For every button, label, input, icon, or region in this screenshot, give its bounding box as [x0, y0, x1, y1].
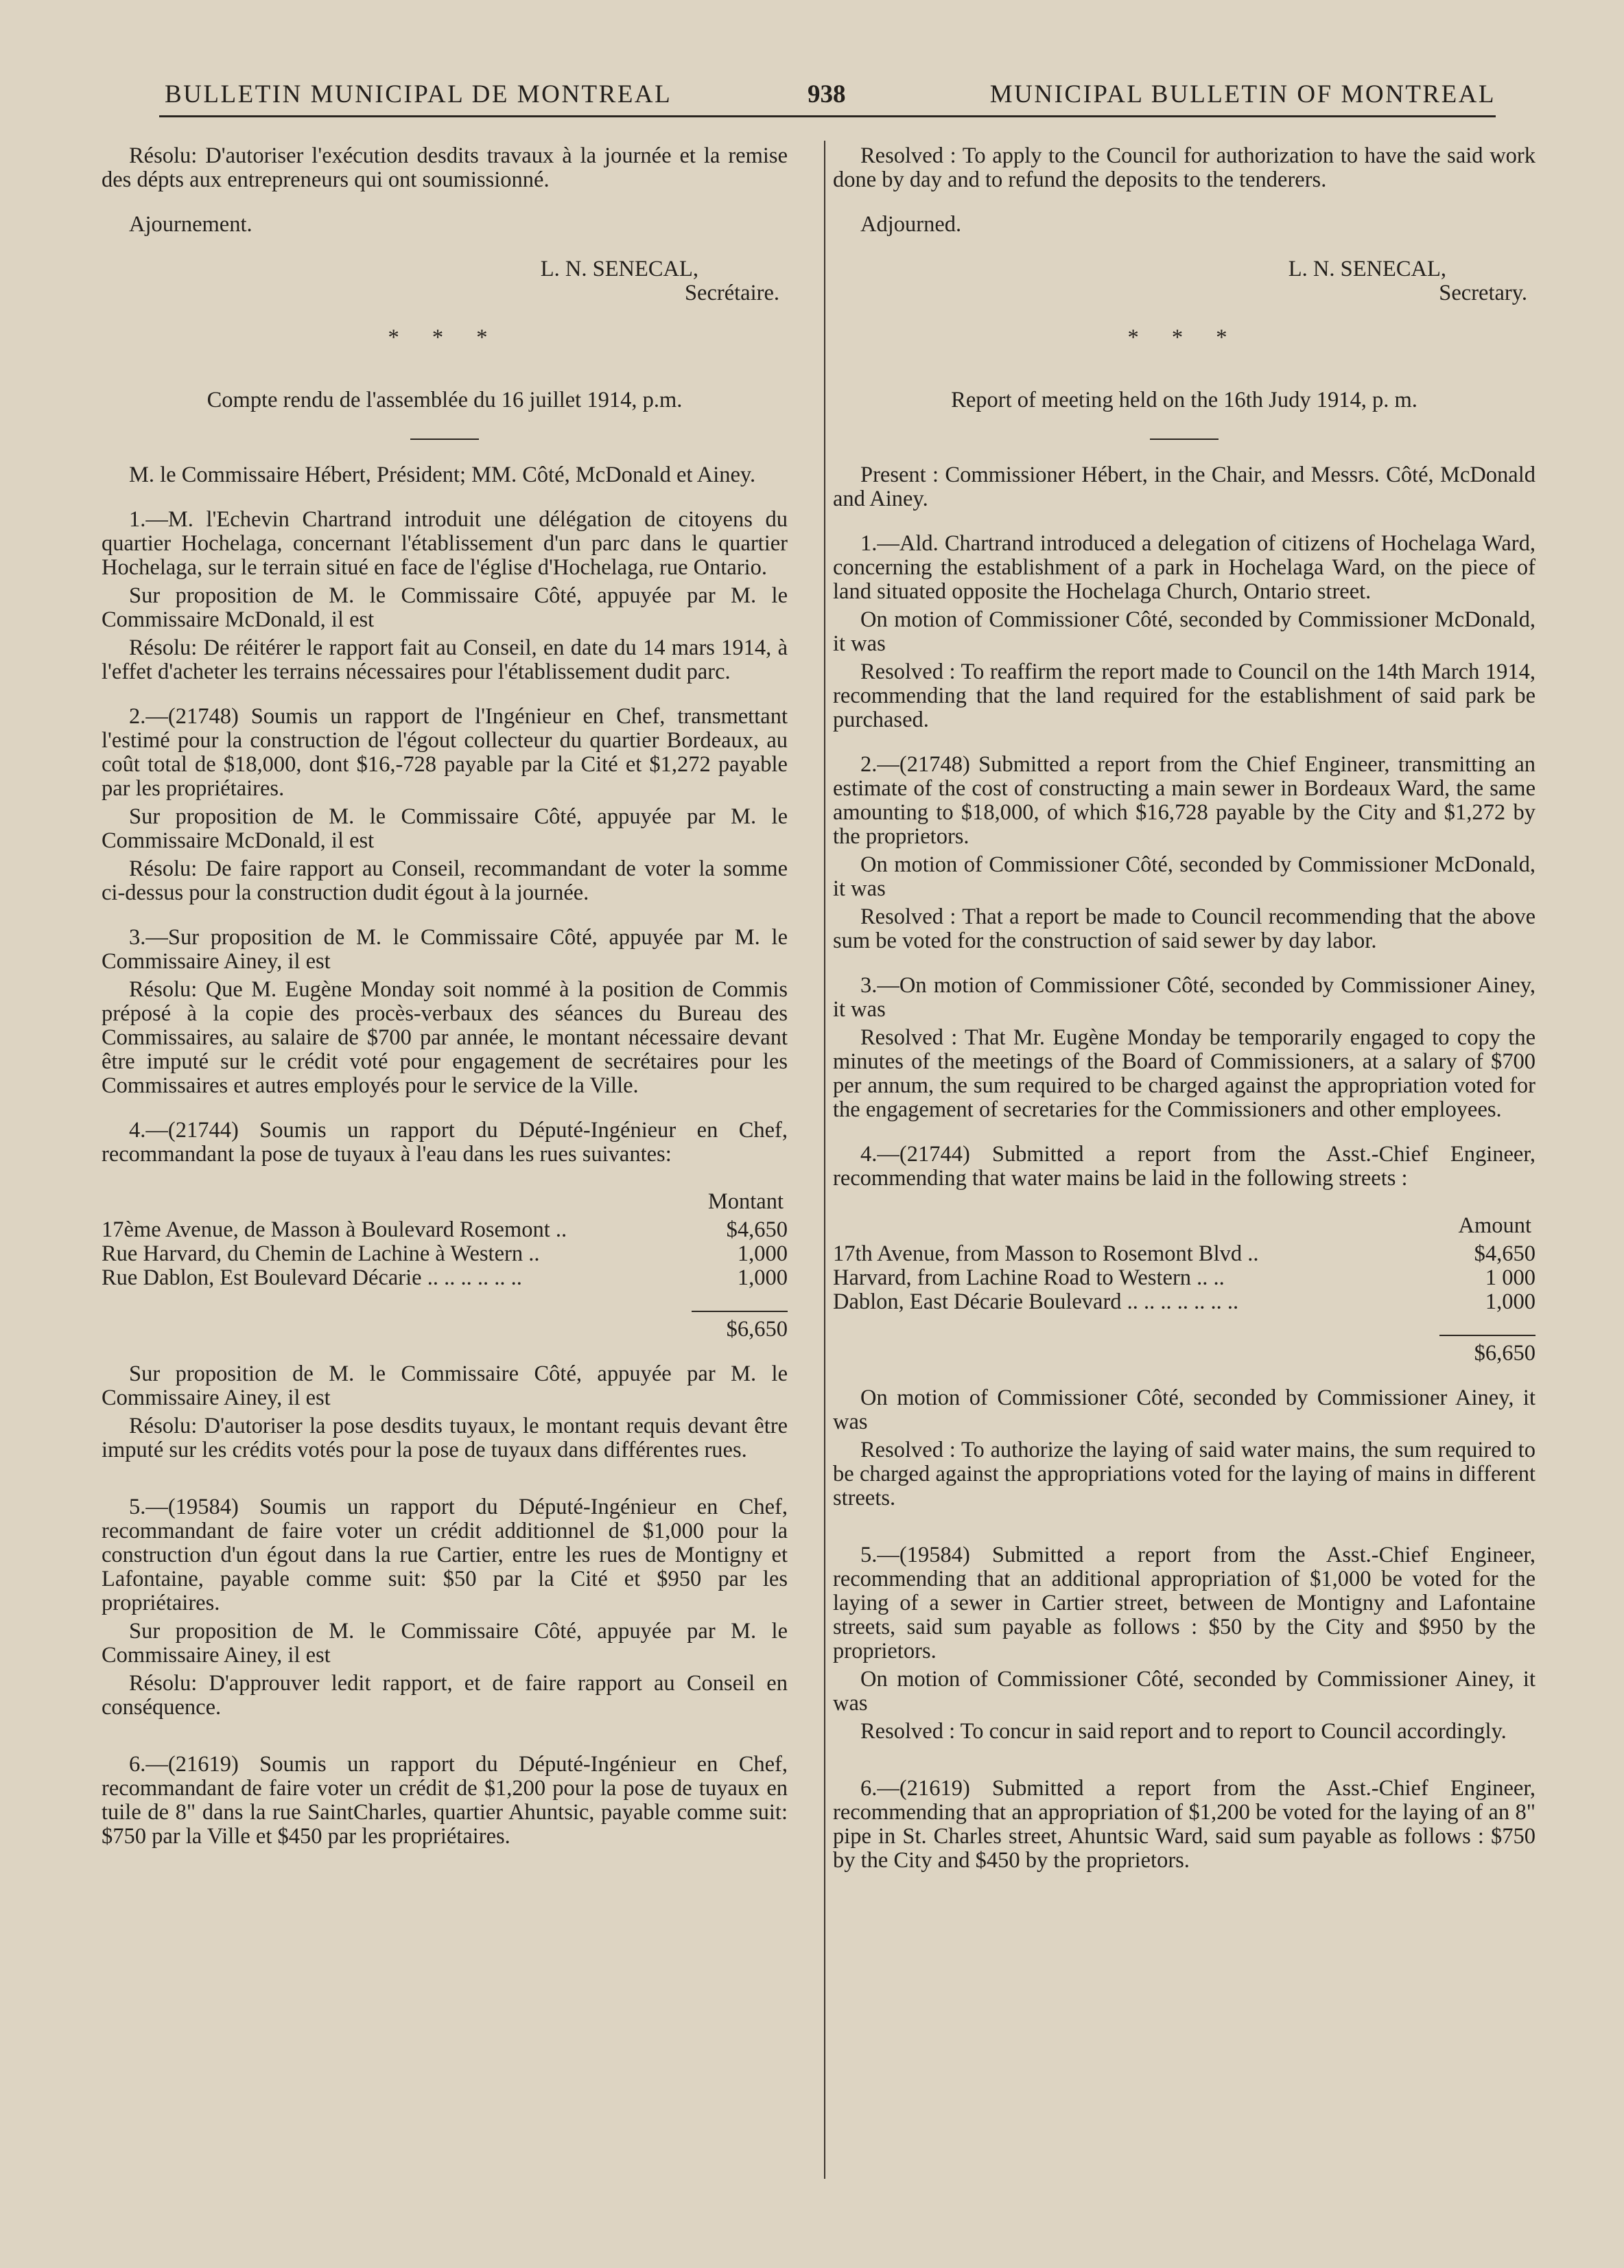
item-1-text: 1.—M. l'Echevin Chartrand introduit une délégation de citoyens du quartier Hochelaga, concernant l'établissement d'un parc dans le quartier Hochelaga, sur le terrain situé en face de l'église d'Hochelaga, rue Ontario.: [102, 507, 788, 580]
paragraph: Resolved : To apply to the Council for authorization to have the said work done by day and to refund the deposits to the tenderers.: [833, 143, 1535, 192]
attendance: M. le Commissaire Hébert, Président; MM. Côté, McDonald et Ainey.: [129, 463, 756, 487]
amount-row: [102, 1218, 788, 1242]
street-amount: 1,000: [737, 1241, 788, 1266]
item-4-resolution: Resolved : To authorize the laying of said water mains, the sum required to be charged against the appropriations voted for the laying of mains in different streets.: [833, 1438, 1535, 1510]
report-title: Compte rendu de l'assemblée du 16 juillet 1914, p.m.: [207, 388, 683, 412]
column-divider: [824, 141, 825, 2179]
amount-total: $6,650: [1474, 1341, 1535, 1366]
item-5-resolution: Resolved : To concur in said report and to report to Council accordingly.: [860, 1719, 1507, 1744]
item-1-motion: On motion of Commissioner Côté, seconded by Commissioner McDonald, it was: [833, 607, 1535, 656]
street-amount: 1,000: [1485, 1289, 1535, 1314]
page-number: 938: [808, 80, 846, 108]
street-name: 17th Avenue, from Masson to Rosemont Blvd ..: [833, 1241, 1259, 1266]
english-column: [833, 144, 1535, 1873]
item-3-motion: 3.—On motion of Commissioner Côté, seconded by Commissioner Ainey, it was: [833, 973, 1535, 1022]
item-5-motion: Sur proposition de M. le Commissaire Côté, appuyée par M. le Commissaire Ainey, il est: [102, 1619, 788, 1668]
item-1-resolution: Résolu: De réitérer le rapport fait au Conseil, en date du 14 mars 1914, à l'effet d'acheter les terrains nécessaires pour l'établissement dudit parc.: [102, 635, 788, 684]
amount-header: Amount: [1458, 1213, 1531, 1238]
amount-row: [833, 1266, 1535, 1290]
header-rule: [159, 115, 1496, 117]
section-separator: * * *: [1127, 325, 1241, 350]
header-title-en: MUNICIPAL BULLETIN OF MONTREAL: [989, 80, 1496, 108]
amount-row: [833, 1242, 1535, 1266]
amount-header: Montant: [707, 1189, 784, 1214]
item-5-motion: On motion of Commissioner Côté, seconded by Commissioner Ainey, it was: [833, 1667, 1535, 1716]
adjournment: Adjourned.: [860, 212, 962, 237]
street-name: Rue Harvard, du Chemin de Lachine à Western ..: [102, 1241, 540, 1266]
item-4-motion: Sur proposition de M. le Commissaire Côté, appuyée par M. le Commissaire Ainey, il est: [102, 1361, 788, 1410]
item-3-motion: 3.—Sur proposition de M. le Commissaire Côté, appuyée par M. le Commissaire Ainey, il est: [102, 925, 788, 974]
street-amount: 1,000: [737, 1265, 788, 1290]
item-4-text: 4.—(21744) Soumis un rapport du Député-Ingénieur en Chef, recommandant la pose de tuyaux à l'eau dans les rues suivantes:: [102, 1118, 788, 1167]
short-rule: [410, 439, 479, 440]
item-2-motion: On motion of Commissioner Côté, seconded by Commissioner McDonald, it was: [833, 852, 1535, 901]
item-4-text: 4.—(21744) Submitted a report from the Asst.-Chief Engineer, recommending that water mains be laid in the following streets :: [833, 1142, 1535, 1191]
item-2-motion: Sur proposition de M. le Commissaire Côté, appuyée par M. le Commissaire McDonald, il est: [102, 804, 788, 853]
item-5-text: 5.—(19584) Soumis un rapport du Député-Ingénieur en Chef, recommandant de faire voter un crédit additionnel de $1,000 pour la construction d'un égout dans la rue Cartier, entre les rues de Montigny et Lafontaine, payable comme suit: $50 par la Cité et $950 par les propriétaires.: [102, 1495, 788, 1615]
item-2-resolution: Résolu: De faire rapport au Conseil, recommandant de voter la somme ci-dessus pour la construction dudit égout à la journée.: [102, 856, 788, 905]
adjournment: Ajournement.: [129, 212, 252, 237]
signature-name: L. N. SENECAL,: [540, 257, 698, 281]
total-rule: [1439, 1335, 1535, 1336]
total-rule: [692, 1311, 788, 1312]
signature-block: [833, 257, 1535, 305]
item-5-text: 5.—(19584) Submitted a report from the Asst.-Chief Engineer, recommending that an additional appropriation of $1,000 be voted for the laying of a sewer in Cartier street, between de Montigny and Lafontaine streets, said sum payable as follows : $50 by the City and $950 by the proprietors.: [833, 1543, 1535, 1663]
street-amount: 1 000: [1485, 1265, 1535, 1290]
item-3-resolution: Résolu: Que M. Eugène Monday soit nommé à la position de Commis préposé à la copie des procès-verbaux des séances du Bureau des Commissaires, au salaire de $700 par année, le montant nécessaire devant être imputé sur le crédit voté pour engagement de secrétaires pour les Commissaires et autres employés pour le service de la Ville.: [102, 977, 788, 1098]
item-2-text: 2.—(21748) Soumis un rapport de l'Ingénieur en Chef, transmettant l'estimé pour la construction de l'égout collecteur du quartier Bordeaux, au coût total de $18,000, dont $16,-728 payable par la Cité et $1,272 payable par les propriétaires.: [102, 704, 788, 801]
paragraph: Résolu: D'autoriser l'exécution desdits travaux à la journée et la remise des dépts aux entrepreneurs qui ont soumissionné.: [102, 143, 788, 192]
street-name: Dablon, East Décarie Boulevard .. .. .. .. .. .. ..: [833, 1289, 1239, 1314]
item-6-text: 6.—(21619) Submitted a report from the Asst.-Chief Engineer, recommending that an appropriation of $1,200 be voted for the laying of an 8" pipe in St. Charles street, Ahuntsic Ward, said sum payable as follows : $750 by the City and $450 by the proprietors.: [833, 1776, 1535, 1873]
item-4-resolution: Résolu: D'autoriser la pose desdits tuyaux, le montant requis devant être imputé sur les crédits votés pour la pose de tuyaux dans différentes rues.: [102, 1414, 788, 1462]
item-1-text: 1.—Ald. Chartrand introduced a delegation of citizens of Hochelaga Ward, concerning the establishment of a park in Hochelaga Ward, on the piece of land situated opposite the Hochelaga Church, Ontario street.: [833, 531, 1535, 604]
amount-row: [102, 1266, 788, 1290]
item-4-motion: On motion of Commissioner Côté, seconded by Commissioner Ainey, it was: [833, 1386, 1535, 1434]
section-separator: * * *: [388, 325, 502, 350]
amount-row: [833, 1290, 1535, 1314]
report-title: Report of meeting held on the 16th Judy 1914, p. m.: [951, 388, 1417, 412]
header-title-fr: BULLETIN MUNICIPAL DE MONTREAL: [165, 80, 672, 108]
page-header: [159, 77, 1496, 118]
item-3-resolution: Resolved : That Mr. Eugène Monday be temporarily engaged to copy the minutes of the meetings of the Board of Commissioners, at a salary of $700 per annum, the sum required to be charged against the appropriation voted for the engagement of secretaries for the Commissioners and other employees.: [833, 1025, 1535, 1122]
item-1-resolution: Resolved : To reaffirm the report made to Council on the 14th March 1914, recommending that the land required for the establishment of said park be purchased.: [833, 659, 1535, 732]
street-amount: $4,650: [1474, 1241, 1535, 1266]
item-6-text: 6.—(21619) Soumis un rapport du Député-Ingénieur en Chef, recommandant de faire voter un crédit de $1,200 pour la pose de tuyaux en tuile de 8" dans la rue SaintCharles, quartier Ahuntsic, payable comme suit: $750 par la Ville et $450 par les propriétaires.: [102, 1752, 788, 1849]
signature-block: [102, 257, 788, 305]
item-1-motion: Sur proposition de M. le Commissaire Côté, appuyée par M. le Commissaire McDonald, il est: [102, 583, 788, 632]
signature-title: Secrétaire.: [684, 281, 779, 305]
amount-total: $6,650: [726, 1317, 788, 1342]
street-amount: $4,650: [726, 1217, 788, 1242]
amount-row: [102, 1242, 788, 1266]
short-rule: [1150, 439, 1219, 440]
street-name: Rue Dablon, Est Boulevard Décarie .. .. .. .. .. ..: [102, 1265, 522, 1290]
french-column: [102, 144, 788, 1849]
street-name: 17ème Avenue, de Masson à Boulevard Rosemont ..: [102, 1217, 567, 1242]
item-2-resolution: Resolved : That a report be made to Council recommending that the above sum be voted for the construction of said sewer by day labor.: [833, 904, 1535, 953]
signature-name: L. N. SENECAL,: [1288, 257, 1446, 281]
item-2-text: 2.—(21748) Submitted a report from the Chief Engineer, transmitting an estimate of the cost of constructing a main sewer in Bordeaux Ward, the same amounting to $18,000, of which $16,728 payable by the City and $1,272 by the proprietors.: [833, 752, 1535, 849]
attendance: Present : Commissioner Hébert, in the Chair, and Messrs. Côté, McDonald and Ainey.: [833, 463, 1535, 511]
street-name: Harvard, from Lachine Road to Western .. ..: [833, 1265, 1225, 1290]
item-5-resolution: Résolu: D'approuver ledit rapport, et de faire rapport au Conseil en conséquence.: [102, 1671, 788, 1720]
signature-title: Secretary.: [1439, 281, 1527, 305]
